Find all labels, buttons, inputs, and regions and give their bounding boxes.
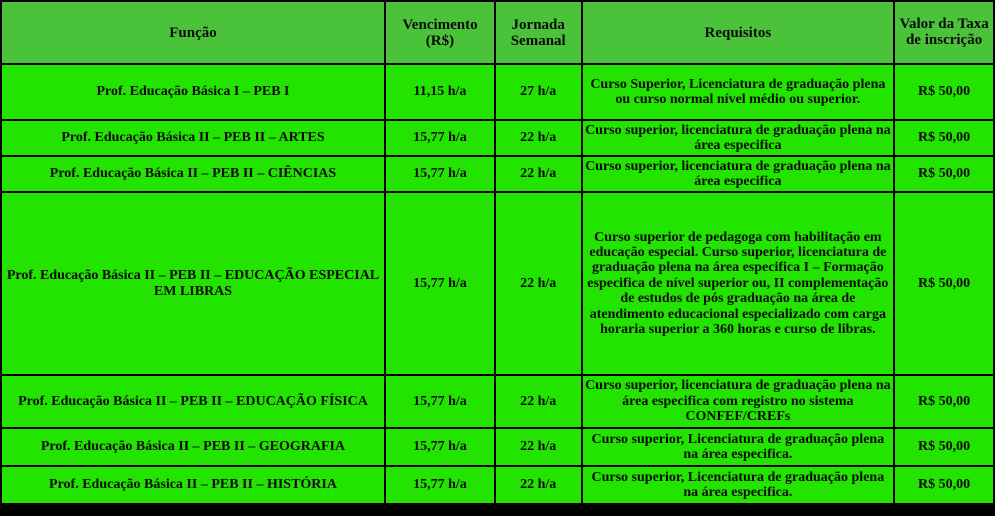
- cell-requisitos: Curso superior de pedagoga com habilitação em educação especial. Curso superior, licenciatura de graduação plena na área especifica I – Formação especifica de nível superior ou, II complementação de estudos de pós graduação na área de atendimento educacional especializado com carga horaria superior a 360 horas e curso de libras.: [583, 193, 894, 374]
- cell-jornada: 22 h/a: [496, 376, 581, 427]
- header-row: [2, 2, 993, 63]
- cell-funcao: Prof. Educação Básica II – PEB II – CIÊNCIAS: [2, 157, 384, 191]
- cell-funcao: Prof. Educação Básica II – PEB II – EDUCAÇÃO ESPECIAL EM LIBRAS: [2, 193, 384, 374]
- cell-vencimento: 11,15 h/a: [386, 65, 494, 119]
- cell-valor: R$ 50,00: [895, 157, 993, 191]
- cell-jornada: 27 h/a: [496, 65, 581, 119]
- header-funcao: Função: [2, 2, 384, 63]
- table-row: [2, 193, 993, 374]
- cell-valor: R$ 50,00: [895, 121, 993, 155]
- table-row: [2, 157, 993, 191]
- cell-funcao: Prof. Educação Básica II – PEB II – ARTES: [2, 121, 384, 155]
- cell-requisitos: Curso superior, licenciatura de graduação plena na área especifica: [583, 157, 894, 191]
- cell-requisitos: Curso superior, Licenciatura de graduação plena na área especifica.: [583, 467, 894, 503]
- cell-valor: R$ 50,00: [895, 467, 993, 503]
- table-row: [2, 65, 993, 119]
- cell-valor: R$ 50,00: [895, 376, 993, 427]
- cell-funcao: Prof. Educação Básica II – PEB II – EDUCAÇÃO FÍSICA: [2, 376, 384, 427]
- cell-jornada: 22 h/a: [496, 121, 581, 155]
- cell-funcao: Prof. Educação Básica I – PEB I: [2, 65, 384, 119]
- cell-jornada: 22 h/a: [496, 193, 581, 374]
- header-valor: Valor da Taxa de inscrição: [895, 2, 993, 63]
- cell-requisitos: Curso Superior, Licenciatura de graduação plena ou curso normal nível médio ou superior.: [583, 65, 894, 119]
- cell-vencimento: 15,77 h/a: [386, 121, 494, 155]
- cell-jornada: 22 h/a: [496, 157, 581, 191]
- cell-funcao: Prof. Educação Básica II – PEB II – GEOGRAFIA: [2, 429, 384, 465]
- cell-jornada: 22 h/a: [496, 429, 581, 465]
- cell-valor: R$ 50,00: [895, 65, 993, 119]
- cell-vencimento: 15,77 h/a: [386, 157, 494, 191]
- table-row: [2, 467, 993, 503]
- cell-requisitos: Curso superior, licenciatura de graduação plena na área especifica: [583, 121, 894, 155]
- cell-valor: R$ 50,00: [895, 193, 993, 374]
- header-vencimento: Vencimento (R$): [386, 2, 494, 63]
- cell-vencimento: 15,77 h/a: [386, 429, 494, 465]
- cell-vencimento: 15,77 h/a: [386, 376, 494, 427]
- cell-jornada: 22 h/a: [496, 467, 581, 503]
- table-row: [2, 121, 993, 155]
- cell-vencimento: 15,77 h/a: [386, 467, 494, 503]
- cell-requisitos: Curso superior, Licenciatura de graduação plena na área especifica.: [583, 429, 894, 465]
- cell-funcao: Prof. Educação Básica II – PEB II – HISTÓRIA: [2, 467, 384, 503]
- table-row: [2, 376, 993, 427]
- table-row: [2, 429, 993, 465]
- cell-valor: R$ 50,00: [895, 429, 993, 465]
- header-jornada: Jornada Semanal: [496, 2, 581, 63]
- cell-requisitos: Curso superior, licenciatura de graduação plena na área especifica com registro no sistema CONFEF/CREFs: [583, 376, 894, 427]
- header-requisitos: Requisitos: [583, 2, 894, 63]
- cell-vencimento: 15,77 h/a: [386, 193, 494, 374]
